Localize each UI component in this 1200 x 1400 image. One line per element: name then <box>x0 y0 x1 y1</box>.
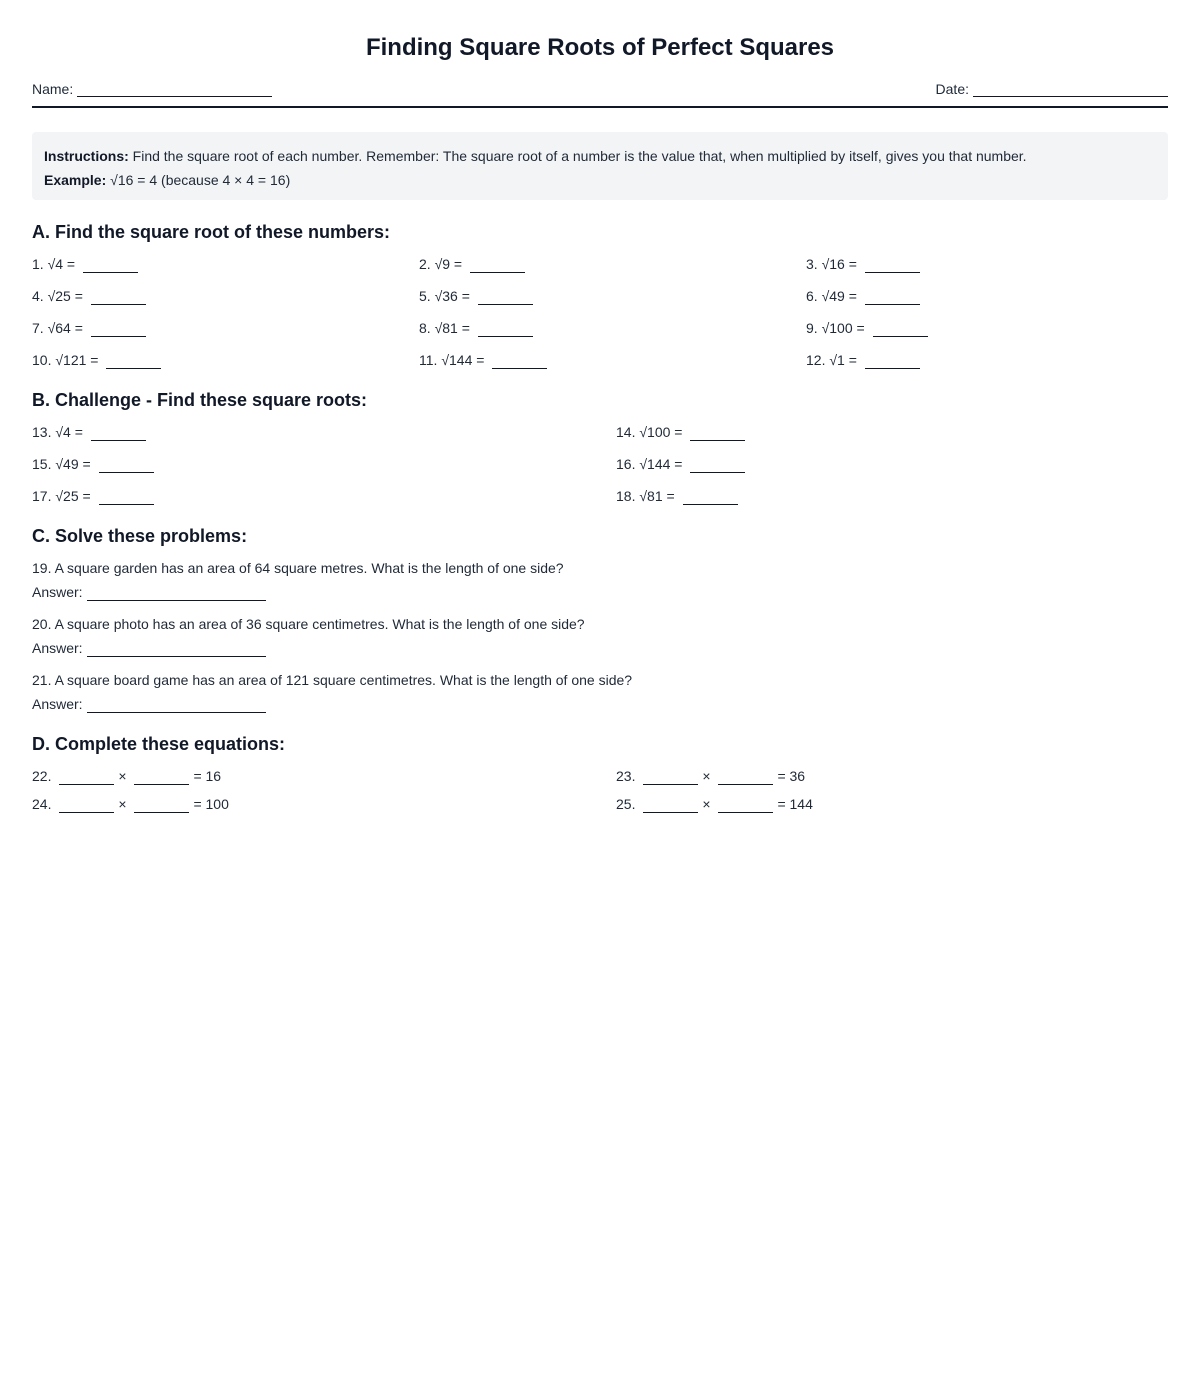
question-text: 14. √100 = <box>616 424 687 440</box>
answer-line[interactable] <box>87 641 266 657</box>
section-a-grid <box>32 248 1168 376</box>
equation-number: 25. <box>616 796 640 812</box>
question-item <box>806 280 1168 312</box>
times-symbol: × <box>118 796 131 812</box>
word-problem <box>32 668 1168 716</box>
answer-blank[interactable] <box>865 355 920 369</box>
question-item <box>32 312 419 344</box>
answer-blank[interactable] <box>873 323 928 337</box>
question-text: 18. √81 = <box>616 488 679 504</box>
answer-blank[interactable] <box>91 323 146 337</box>
question-text: 5. √36 = <box>419 288 474 304</box>
factor-blank[interactable] <box>59 799 114 813</box>
answer-row <box>32 580 1168 604</box>
question-item <box>32 344 419 376</box>
question-text: 17. √25 = <box>32 488 95 504</box>
question-text: 15. √49 = <box>32 456 95 472</box>
factor-blank[interactable] <box>718 771 773 785</box>
name-input-line[interactable] <box>77 80 272 97</box>
answer-blank[interactable] <box>99 491 154 505</box>
date-label: Date: <box>935 81 969 97</box>
answer-blank[interactable] <box>83 259 138 273</box>
question-text: 12. √1 = <box>806 352 861 368</box>
question-item <box>32 248 419 280</box>
question-item <box>616 416 1168 448</box>
factor-blank[interactable] <box>59 771 114 785</box>
instructions-line <box>44 144 1156 168</box>
question-item <box>32 480 616 512</box>
equation-result: = 100 <box>193 796 229 812</box>
answer-label: Answer: <box>32 640 83 656</box>
equation-result: = 36 <box>777 768 806 784</box>
answer-blank[interactable] <box>470 259 525 273</box>
question-item <box>616 480 1168 512</box>
factor-blank[interactable] <box>643 799 698 813</box>
answer-blank[interactable] <box>690 427 745 441</box>
problem-text: 20. A square photo has an area of 36 square centimetres. What is the length of one side? <box>32 616 585 632</box>
section-c-problems <box>32 556 1168 716</box>
times-symbol: × <box>118 768 131 784</box>
instructions-box <box>32 132 1168 200</box>
question-item <box>419 344 806 376</box>
section-d-title: D. Complete these equations: <box>32 734 286 754</box>
answer-blank[interactable] <box>91 291 146 305</box>
times-symbol: × <box>702 796 715 812</box>
section-b-title: B. Challenge - Find these square roots: <box>32 390 368 410</box>
section-b-grid <box>32 416 1168 512</box>
equation-number: 23. <box>616 768 640 784</box>
answer-label: Answer: <box>32 584 83 600</box>
question-item <box>419 312 806 344</box>
question-item <box>32 416 616 448</box>
question-text: 9. √100 = <box>806 320 869 336</box>
answer-blank[interactable] <box>99 459 154 473</box>
answer-blank[interactable] <box>478 291 533 305</box>
question-item <box>616 448 1168 480</box>
section-c-title: C. Solve these problems: <box>32 526 248 546</box>
question-text: 1. √4 = <box>32 256 79 272</box>
question-text: 3. √16 = <box>806 256 861 272</box>
equation-number: 24. <box>32 796 56 812</box>
answer-blank[interactable] <box>865 259 920 273</box>
answer-blank[interactable] <box>91 427 146 441</box>
equation-result: = 16 <box>193 768 222 784</box>
equation-number: 22. <box>32 768 56 784</box>
factor-blank[interactable] <box>134 771 189 785</box>
name-date-row <box>32 80 1168 108</box>
factor-blank[interactable] <box>643 771 698 785</box>
answer-row <box>32 692 1168 716</box>
question-text: 13. √4 = <box>32 424 87 440</box>
equation-item <box>616 762 1168 790</box>
answer-blank[interactable] <box>478 323 533 337</box>
question-item <box>419 280 806 312</box>
question-item <box>806 248 1168 280</box>
question-item <box>806 312 1168 344</box>
question-text: 6. √49 = <box>806 288 861 304</box>
worksheet-page <box>32 0 1168 818</box>
equation-item <box>32 790 616 818</box>
name-label: Name: <box>32 81 74 97</box>
times-symbol: × <box>702 768 715 784</box>
question-item <box>419 248 806 280</box>
equation-item <box>616 790 1168 818</box>
question-text: 8. √81 = <box>419 320 474 336</box>
example-label: Example: <box>44 172 111 188</box>
problem-text: 19. A square garden has an area of 64 square metres. What is the length of one side? <box>32 560 564 576</box>
answer-row <box>32 636 1168 660</box>
question-item <box>32 448 616 480</box>
section-d-grid <box>32 762 1168 818</box>
answer-blank[interactable] <box>865 291 920 305</box>
equation-item <box>32 762 616 790</box>
example-text: √16 = 4 (because 4 × 4 = 16) <box>110 172 291 188</box>
question-item <box>32 280 419 312</box>
question-text: 10. √121 = <box>32 352 103 368</box>
instructions-text: Find the square root of each number. Remember: The square root of a number is the value that, when multiplied by itself, gives you that number. <box>132 148 1027 164</box>
question-text: 2. √9 = <box>419 256 466 272</box>
answer-blank[interactable] <box>690 459 745 473</box>
answer-label: Answer: <box>32 696 83 712</box>
problem-text: 21. A square board game has an area of 121 square centimetres. What is the length of one side? <box>32 672 633 688</box>
answer-blank[interactable] <box>683 491 738 505</box>
question-text: 7. √64 = <box>32 320 87 336</box>
date-input-line[interactable] <box>973 80 1168 97</box>
section-a-title: A. Find the square root of these numbers: <box>32 222 391 242</box>
page-title: Finding Square Roots of Perfect Squares <box>365 34 835 61</box>
equation-result: = 144 <box>777 796 813 812</box>
word-problem <box>32 556 1168 604</box>
date-field <box>936 80 1168 98</box>
answer-line[interactable] <box>87 697 266 713</box>
answer-blank[interactable] <box>106 355 161 369</box>
name-field <box>32 80 272 98</box>
question-text: 16. √144 = <box>616 456 687 472</box>
answer-line[interactable] <box>87 585 266 601</box>
question-text: 4. √25 = <box>32 288 87 304</box>
answer-blank[interactable] <box>492 355 547 369</box>
factor-blank[interactable] <box>718 799 773 813</box>
instructions-label: Instructions: <box>44 148 133 164</box>
example-line <box>44 168 1156 192</box>
question-item <box>806 344 1168 376</box>
question-text: 11. √144 = <box>419 352 489 368</box>
word-problem <box>32 612 1168 660</box>
factor-blank[interactable] <box>134 799 189 813</box>
